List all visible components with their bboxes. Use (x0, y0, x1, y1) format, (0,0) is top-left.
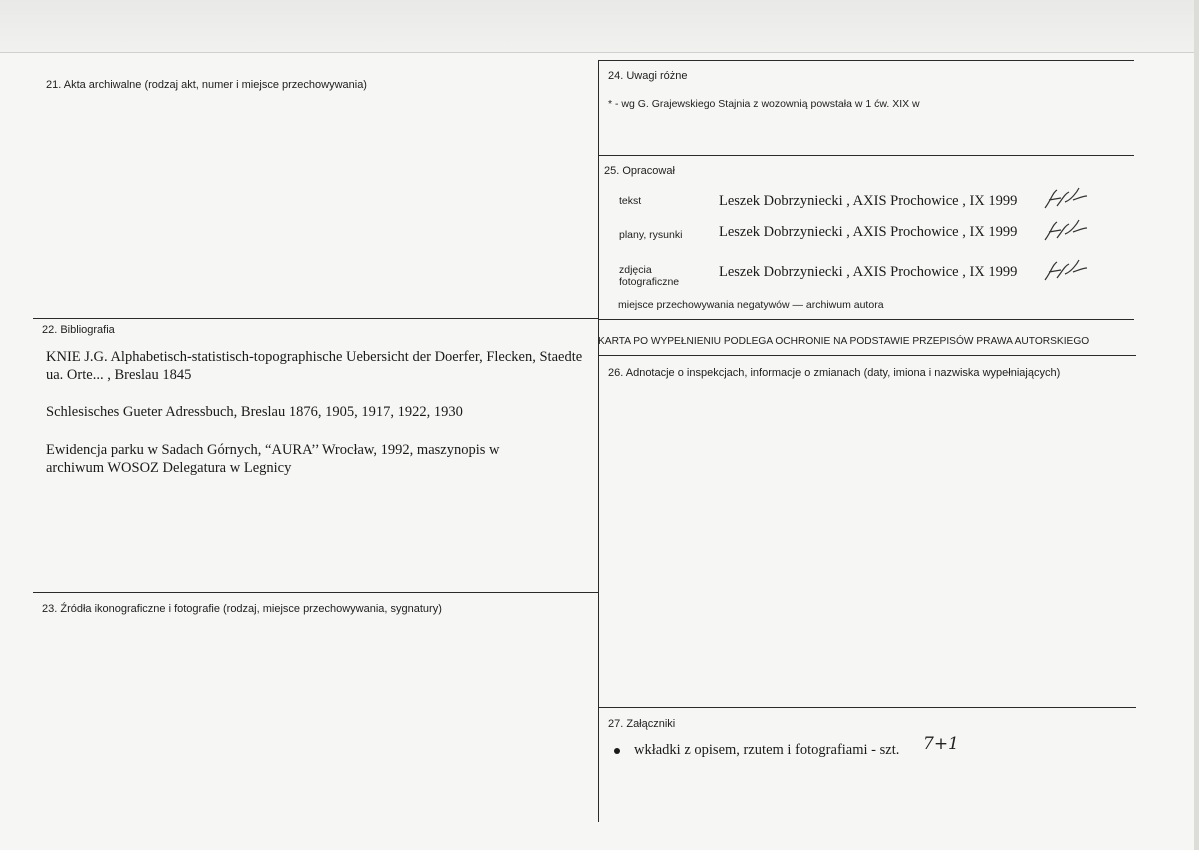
divider-22-23 (33, 592, 598, 593)
section-23-title: 23. Źródła ikonograficzne i fotografie (rodzaj, miejsce przechowywania, sygnatury) (42, 603, 442, 615)
author-row-label: zdjęcia fotograficzne (619, 264, 680, 288)
negatives-storage: miejsce przechowywania negatywów — archiwum autora (618, 299, 884, 311)
author-row-label: tekst (619, 195, 642, 207)
divider-26-27 (598, 707, 1136, 708)
author-row-value: Leszek Dobrzyniecki , AXIS Prochowice , IX 1999 (719, 224, 1018, 240)
bibliography-entry: KNIE J.G. Alphabetisch-statistisch-topographische Uebersicht der Doerfer, Flecken, Staedte ua. Orte... , Breslau 1845 (46, 349, 583, 383)
attachments-item: wkładki z opisem, rzutem i fotografiami - szt. (634, 742, 900, 758)
author-row-value: Leszek Dobrzyniecki , AXIS Prochowice , IX 1999 (719, 264, 1018, 280)
divider-copyright-26 (598, 355, 1136, 356)
author-row-label: plany, rysunki (619, 229, 683, 241)
scan-top-margin (0, 0, 1199, 53)
divider-24-25 (598, 155, 1134, 156)
section-24-title: 24. Uwagi różne (608, 70, 688, 82)
section-27-title: 27. Załączniki (608, 718, 676, 730)
divider-25-copyright (598, 319, 1134, 320)
list-bullet (614, 748, 620, 754)
signature-mark (1043, 258, 1089, 284)
copyright-notice: KARTA PO WYPEŁNIENIU PODLEGA OCHRONIE NA PODSTAWIE PRZEPISÓW PRAWA AUTORSKIEGO (598, 336, 1090, 347)
section-26-title: 26. Adnotacje o inspekcjach, informacje o zmianach (daty, imiona i nazwiska wypełniających) (608, 367, 1061, 379)
signature-mark (1043, 186, 1089, 212)
bibliography-entry: Ewidencja parku w Sadach Górnych, “AURA’’ Wrocław, 1992, maszynopis w archiwum WOSOZ Delegatura w Legnicy (46, 442, 500, 476)
divider-21-22 (33, 318, 598, 319)
section-21-title: 21. Akta archiwalne (rodzaj akt, numer i miejsce przechowywania) (46, 79, 367, 91)
divider-24-top (598, 60, 1134, 61)
bibliography-entry: Schlesisches Gueter Adressbuch, Breslau 1876, 1905, 1917, 1922, 1930 (46, 404, 463, 420)
attachments-count-handwritten: 7+1 (923, 734, 959, 754)
scan-right-edge (1194, 0, 1199, 850)
section-22-title: 22. Bibliografia (42, 324, 115, 336)
section-25-title: 25. Opracował (604, 165, 675, 177)
signature-mark (1043, 218, 1089, 244)
author-row-value: Leszek Dobrzyniecki , AXIS Prochowice , IX 1999 (719, 193, 1018, 209)
section-24-note: * - wg G. Grajewskiego Stajnia z wozownią powstała w 1 ćw. XIX w (608, 98, 920, 110)
